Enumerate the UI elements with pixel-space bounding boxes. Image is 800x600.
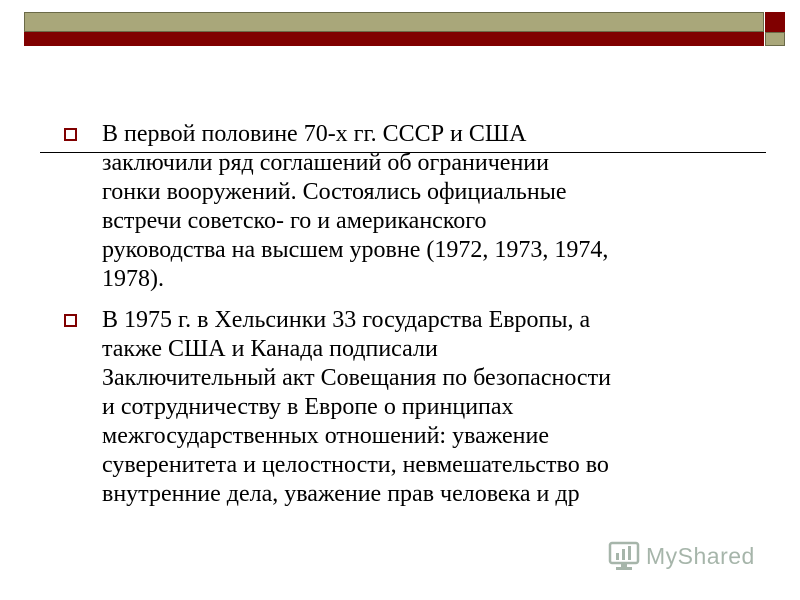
header-corner-maroon xyxy=(765,12,785,32)
header-bar-maroon xyxy=(24,32,764,46)
bullet-text: В 1975 г. в Хельсинки 33 государства Европы, а также США и Канада подписали Заключительный акт Совещания по безопасности и сотрудничеству в Европе о принципах межгосударственных отношений: уважение суверенитета и целостности, невмешательство во внутренние дела, уважение прав человека и др xyxy=(102,307,611,507)
bullet-list xyxy=(64,120,774,521)
header-bar-olive xyxy=(24,12,764,32)
bullet-text: В первой половине 70-х гг. СССР и США заключили ряд соглашений об ограничении гонки вооружений. Состоялись официальные встречи советско- го и американского руководства на высшем уровне (1972, 1973, 1974, 1978). xyxy=(102,121,609,292)
bullet-item xyxy=(64,120,774,294)
watermark-text: MyShared xyxy=(646,542,755,569)
square-bullet-icon xyxy=(64,128,77,141)
header-corner-olive xyxy=(765,32,785,46)
watermark-logo xyxy=(608,538,755,574)
monitor-chart-icon xyxy=(608,540,642,572)
bullet-item xyxy=(64,306,774,509)
square-bullet-icon xyxy=(64,314,77,327)
